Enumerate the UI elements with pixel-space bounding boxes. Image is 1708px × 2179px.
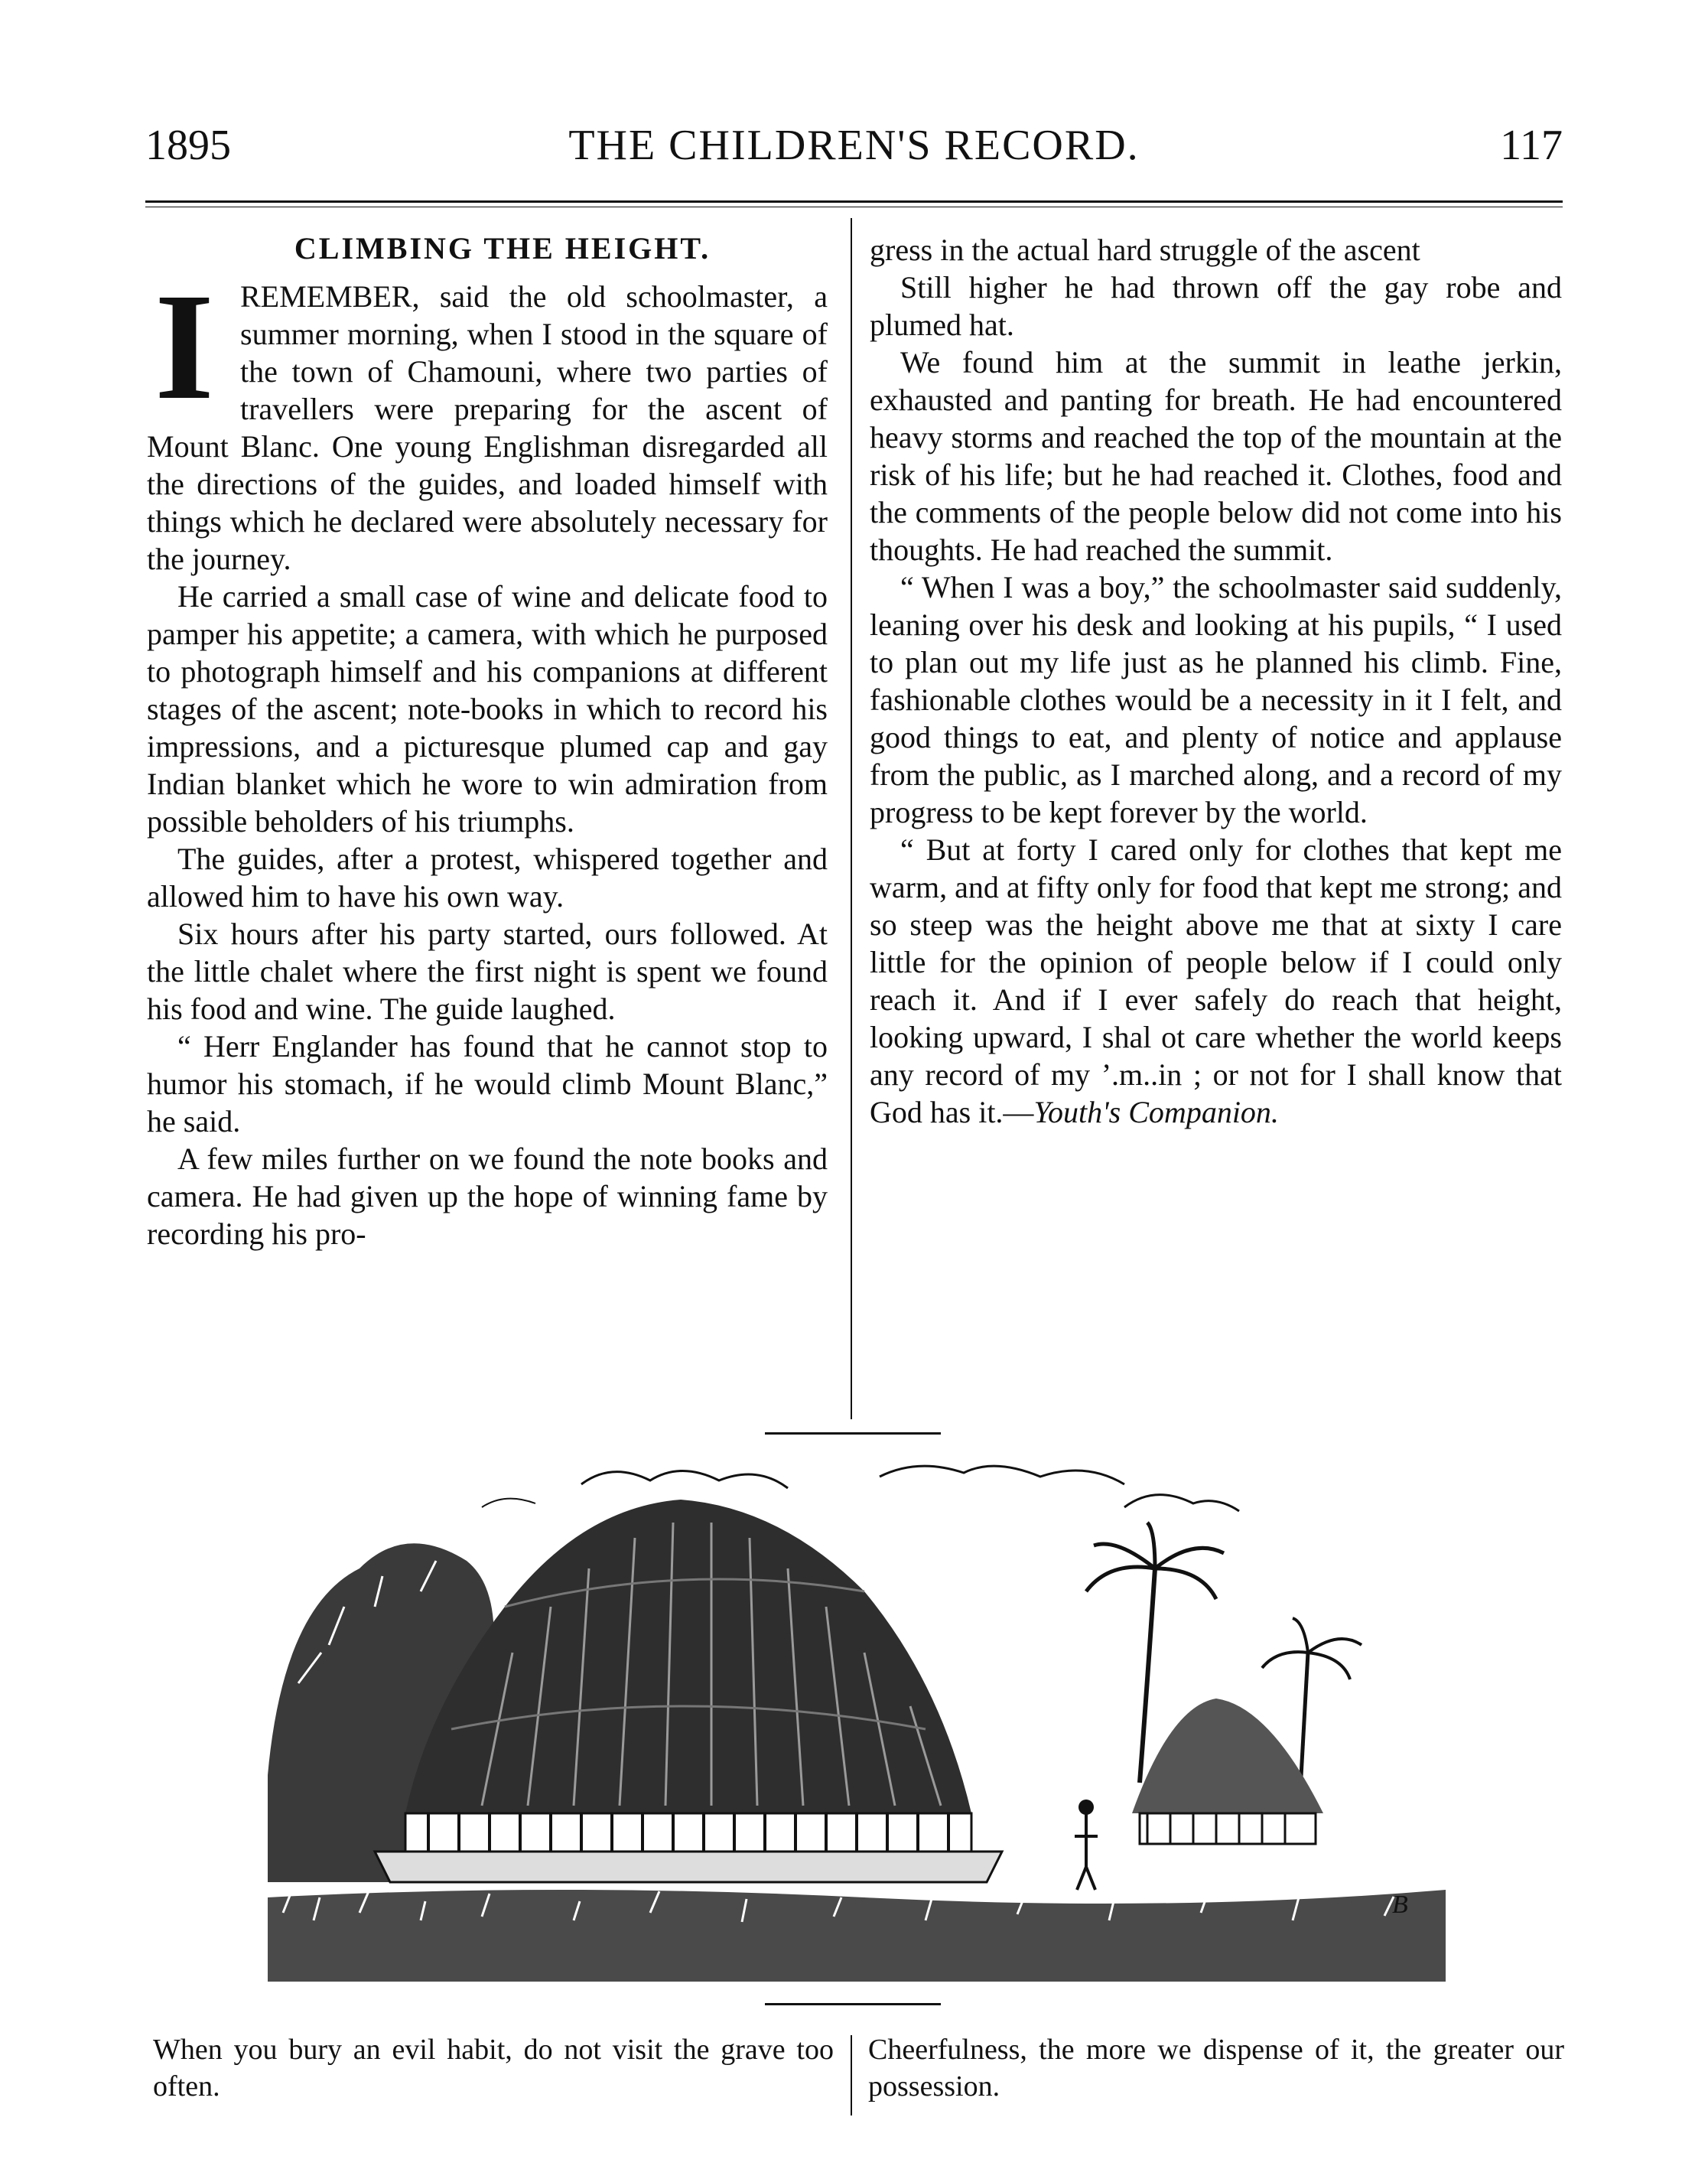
article-right-column xyxy=(870,231,1562,1131)
illustration-signature: B xyxy=(1392,1891,1408,1919)
proverb-left: When you bury an evil habit, do not visit the grave too often. xyxy=(153,2034,834,2102)
article-title: CLIMBING THE HEIGHT. xyxy=(294,231,711,265)
article-paragraph: “ When I was a boy,” the schoolmaster said suddenly, leaning over his desk and looking at his pupils, “ I used to plan out my life just as he planned his climb. Fine, fashionable clothes would be a necessity in it I felt, and good things to eat, and plenty of notice and applause from the public, as I marched along, and a record of my progress to be kept forever by the world. xyxy=(870,570,1562,829)
header-page-number: 117 xyxy=(1500,122,1563,169)
article-paragraph: We found him at the summit in leathe jerkin, exhausted and panting for breath. He had encountered heavy storms and reached the top of the mountain at the risk of his life; but he had reached it. Clothes, food and the comments of the people below did not come into his thoughts. He had reached the summit. xyxy=(870,345,1562,567)
article-left-column xyxy=(147,230,828,1252)
article-paragraph: “ Herr Englander has found that he cannot stop to humor his stomach, if he would climb Mount Blanc,” he said. xyxy=(147,1029,828,1138)
header-title: THE CHILDREN'S RECORD. xyxy=(568,122,1140,169)
section-rule xyxy=(765,1432,941,1435)
column-divider xyxy=(851,218,852,1419)
article-paragraph: gress in the actual hard struggle of the ascent xyxy=(870,233,1420,267)
article-paragraph: Still higher he had thrown off the gay robe and plumed hat. xyxy=(870,270,1562,342)
article-paragraph: A few miles further on we found the note books and camera. He had given up the hope of winning fame by recording his pro- xyxy=(147,1142,828,1251)
article-attribution: Youth's Companion. xyxy=(1033,1095,1279,1129)
drop-cap: I xyxy=(155,262,214,432)
article-paragraph: The guides, after a protest, whispered together and allowed him to have his own way. xyxy=(147,842,828,914)
header-rule xyxy=(145,200,1563,203)
section-rule-lower xyxy=(765,2003,941,2005)
article-paragraph: Six hours after his party started, ours followed. At the little chalet where the first night is spent we found his food and wine. The guide laughed. xyxy=(147,917,828,1026)
proverb-divider xyxy=(851,2035,852,2115)
thatched-hut-icon xyxy=(252,1454,1461,1989)
article-paragraph-final xyxy=(870,831,1562,1131)
proverb-right: Cheerfulness, the more we dispense of it, the greater our possession. xyxy=(868,2034,1564,2102)
article-paragraph: REMEMBER, said the old schoolmaster, a summer morning, when I stood in the square of the town of Chamouni, where two parties of travellers were preparing for the ascent of Mount Blanc. One young Englishman disregarded all the directions of the guides, and loaded himself with things which he declared were absolutely necessary for the journey. xyxy=(147,279,828,576)
page-header xyxy=(145,121,1563,182)
header-year: 1895 xyxy=(145,122,231,169)
article-paragraph-final-text: “ But at forty I cared only for clothes that kept me warm, and at fifty only for food that kept me strong; and so steep was the height above me that at sixty I care little for the opinion of people below if I could only reach it. And if I ever safely do reach that height, looking upward, I shal ot care whether the world keeps any record of my ’.m..in ; or not for I shall know that God has it.— xyxy=(870,832,1562,1129)
article-paragraph: He carried a small case of wine and delicate food to pamper his appetite; a camera, with which he purposed to photograph himself and his companions at different stages of the ascent; note-books in which to record his impressions, and a picturesque plumed cap and gay Indian blanket which he wore to win admiration from possible beholders of his triumphs. xyxy=(147,579,828,839)
